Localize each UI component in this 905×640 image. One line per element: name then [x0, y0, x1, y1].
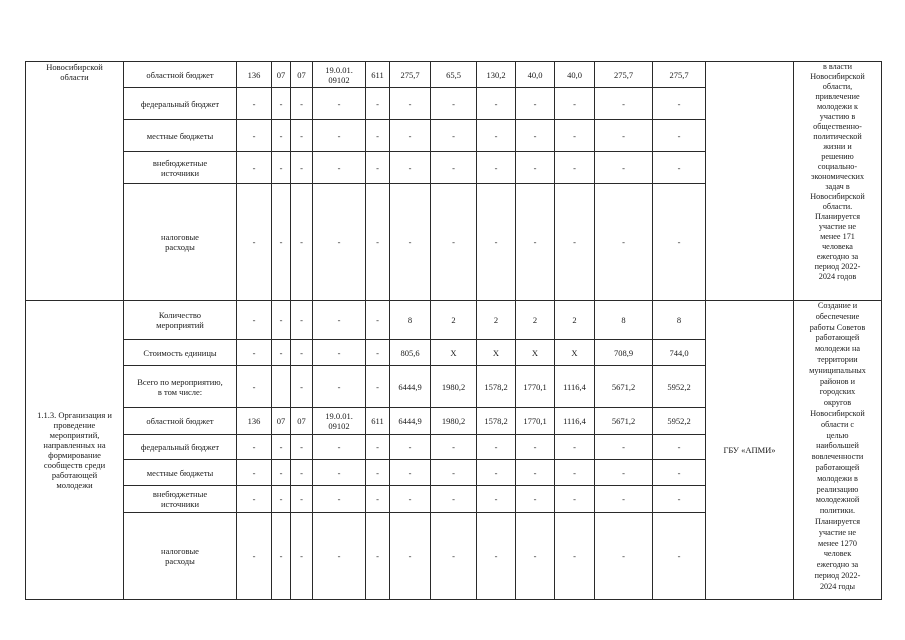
value-cell: - — [272, 460, 291, 486]
value-cell: Х — [555, 340, 595, 366]
value-cell: - — [272, 184, 291, 301]
value-cell: - — [431, 435, 477, 460]
row-label: областной бюджет — [124, 62, 237, 88]
value-cell: 1578,2 — [477, 366, 516, 408]
value-cell: - — [366, 184, 390, 301]
value-cell: 1770,1 — [516, 408, 555, 435]
value-cell: - — [291, 513, 313, 600]
value-cell: - — [366, 486, 390, 513]
program-table — [25, 61, 882, 600]
value-cell: - — [653, 88, 706, 120]
value-cell: 1980,2 — [431, 408, 477, 435]
value-cell: 6444,9 — [390, 366, 431, 408]
value-cell: - — [390, 513, 431, 600]
value-cell: - — [291, 460, 313, 486]
value-cell: 5952,2 — [653, 408, 706, 435]
value-cell: - — [237, 88, 272, 120]
value-cell: - — [272, 486, 291, 513]
value-cell: 07 — [272, 408, 291, 435]
value-cell: 611 — [366, 408, 390, 435]
value-cell: 8 — [390, 301, 431, 340]
value-cell: 2 — [516, 301, 555, 340]
value-cell: 136 — [237, 62, 272, 88]
value-cell: - — [477, 152, 516, 184]
row-label: местные бюджеты — [124, 120, 237, 152]
value-cell: 1578,2 — [477, 408, 516, 435]
value-cell: - — [431, 486, 477, 513]
value-cell: - — [431, 460, 477, 486]
value-cell: - — [595, 460, 653, 486]
value-cell: - — [272, 340, 291, 366]
value-cell: - — [477, 435, 516, 460]
value-cell: 805,6 — [390, 340, 431, 366]
value-cell: - — [313, 184, 366, 301]
value-cell: - — [555, 486, 595, 513]
value-cell: 07 — [291, 408, 313, 435]
value-cell: - — [431, 152, 477, 184]
value-cell: 19.0.01. 09102 — [313, 408, 366, 435]
value-cell: - — [595, 88, 653, 120]
value-cell: - — [237, 513, 272, 600]
value-cell: - — [431, 120, 477, 152]
value-cell: 5671,2 — [595, 408, 653, 435]
value-cell: - — [237, 486, 272, 513]
value-cell: - — [313, 366, 366, 408]
value-cell: - — [653, 460, 706, 486]
value-cell: 2 — [431, 301, 477, 340]
value-cell: Х — [516, 340, 555, 366]
table-row — [26, 301, 882, 340]
value-cell: - — [390, 184, 431, 301]
value-cell: 744,0 — [653, 340, 706, 366]
row-label: Всего по мероприятию, в том числе: — [124, 366, 237, 408]
value-cell: - — [313, 513, 366, 600]
value-cell: - — [653, 184, 706, 301]
value-cell: - — [366, 152, 390, 184]
value-cell: - — [313, 120, 366, 152]
value-cell: 07 — [291, 62, 313, 88]
value-cell: 07 — [272, 62, 291, 88]
value-cell: - — [555, 88, 595, 120]
value-cell: - — [390, 152, 431, 184]
value-cell: 275,7 — [390, 62, 431, 88]
value-cell: 275,7 — [653, 62, 706, 88]
value-cell: - — [291, 486, 313, 513]
value-cell: - — [313, 88, 366, 120]
value-cell: - — [477, 184, 516, 301]
value-cell: - — [516, 513, 555, 600]
value-cell: - — [291, 435, 313, 460]
value-cell: - — [313, 152, 366, 184]
row-label: Стоимость единицы — [124, 340, 237, 366]
row-label: федеральный бюджет — [124, 88, 237, 120]
value-cell: - — [272, 513, 291, 600]
value-cell: 65,5 — [431, 62, 477, 88]
table-row — [26, 62, 882, 88]
value-cell: - — [291, 366, 313, 408]
value-cell: - — [555, 184, 595, 301]
value-cell: - — [431, 88, 477, 120]
value-cell: 136 — [237, 408, 272, 435]
value-cell: - — [390, 435, 431, 460]
value-cell: 8 — [653, 301, 706, 340]
value-cell: - — [477, 513, 516, 600]
expected-result-cell: Создание и обеспечение работы Советов работающей молодежи на территории муниципальных районов и городских округов Новосибирской области с целью наибольшей вовлеченности работающей молодежи в реализацию молодежной политики. Планируется участие не менее 1270 человек ежегодно за период 2022- 2024 годы — [794, 301, 882, 600]
value-cell: - — [555, 460, 595, 486]
value-cell: - — [291, 340, 313, 366]
expected-result-cell: в власти Новосибирской области, привлечение молодежи к участию в общественно- политической жизни и решению социально- экономических задач в Новосибирской области. Планируется участие не менее 171 человека ежегодно за период 2022- 2024 годов — [794, 62, 882, 301]
value-cell: - — [390, 88, 431, 120]
value-cell: - — [237, 366, 272, 408]
row-label: Количество мероприятий — [124, 301, 237, 340]
value-cell: - — [477, 486, 516, 513]
value-cell: - — [516, 486, 555, 513]
value-cell: 275,7 — [595, 62, 653, 88]
value-cell: - — [555, 152, 595, 184]
value-cell: - — [291, 120, 313, 152]
value-cell: - — [291, 152, 313, 184]
value-cell: - — [237, 301, 272, 340]
value-cell: - — [291, 184, 313, 301]
value-cell: Х — [431, 340, 477, 366]
value-cell: - — [390, 460, 431, 486]
value-cell: - — [366, 513, 390, 600]
value-cell: - — [237, 460, 272, 486]
value-cell: 130,2 — [477, 62, 516, 88]
row-label: федеральный бюджет — [124, 435, 237, 460]
row-label: внебюджетные источники — [124, 486, 237, 513]
value-cell: - — [595, 513, 653, 600]
value-cell: - — [237, 120, 272, 152]
value-cell: - — [595, 184, 653, 301]
value-cell: - — [431, 184, 477, 301]
activity-name-cell: Новосибирской области — [26, 62, 124, 301]
value-cell: 40,0 — [516, 62, 555, 88]
activity-name-cell: 1.1.3. Организация и проведение мероприятий, направленных на формирование сообществ среди работающей молодежи — [26, 301, 124, 600]
value-cell: - — [237, 435, 272, 460]
value-cell: - — [516, 88, 555, 120]
value-cell: 1116,4 — [555, 366, 595, 408]
value-cell: - — [313, 301, 366, 340]
value-cell: - — [237, 184, 272, 301]
row-label: местные бюджеты — [124, 460, 237, 486]
value-cell: - — [313, 340, 366, 366]
value-cell: - — [431, 513, 477, 600]
value-cell: - — [291, 88, 313, 120]
value-cell: - — [516, 184, 555, 301]
value-cell: - — [237, 340, 272, 366]
value-cell: - — [595, 152, 653, 184]
value-cell: - — [366, 301, 390, 340]
value-cell: 1770,1 — [516, 366, 555, 408]
row-label: внебюджетные источники — [124, 152, 237, 184]
value-cell: - — [477, 88, 516, 120]
value-cell: - — [366, 435, 390, 460]
value-cell: 8 — [595, 301, 653, 340]
value-cell: 1116,4 — [555, 408, 595, 435]
value-cell: 1980,2 — [431, 366, 477, 408]
value-cell: - — [366, 120, 390, 152]
value-cell: - — [555, 120, 595, 152]
value-cell: - — [366, 88, 390, 120]
value-cell: - — [313, 486, 366, 513]
value-cell: - — [477, 460, 516, 486]
value-cell: - — [653, 486, 706, 513]
row-label: налоговые расходы — [124, 184, 237, 301]
value-cell: - — [653, 120, 706, 152]
value-cell: - — [390, 486, 431, 513]
value-cell: - — [516, 152, 555, 184]
value-cell: - — [555, 513, 595, 600]
value-cell: 19.0.01. 09102 — [313, 62, 366, 88]
value-cell: Х — [477, 340, 516, 366]
value-cell: - — [237, 152, 272, 184]
value-cell: 611 — [366, 62, 390, 88]
value-cell: 2 — [555, 301, 595, 340]
value-cell: 5671,2 — [595, 366, 653, 408]
value-cell: - — [516, 120, 555, 152]
value-cell: - — [653, 152, 706, 184]
value-cell: - — [516, 460, 555, 486]
value-cell: - — [313, 460, 366, 486]
value-cell: 5952,2 — [653, 366, 706, 408]
value-cell: - — [595, 120, 653, 152]
value-cell: 40,0 — [555, 62, 595, 88]
value-cell: - — [272, 152, 291, 184]
value-cell: - — [272, 435, 291, 460]
value-cell: 708,9 — [595, 340, 653, 366]
value-cell: - — [366, 366, 390, 408]
value-cell: - — [390, 120, 431, 152]
value-cell: 2 — [477, 301, 516, 340]
value-cell: 6444,9 — [390, 408, 431, 435]
value-cell: - — [272, 301, 291, 340]
value-cell — [272, 366, 291, 408]
value-cell: - — [653, 513, 706, 600]
executor-cell — [706, 62, 794, 301]
table-body — [26, 62, 882, 600]
value-cell: - — [272, 88, 291, 120]
row-label: областной бюджет — [124, 408, 237, 435]
row-label: налоговые расходы — [124, 513, 237, 600]
value-cell: - — [313, 435, 366, 460]
value-cell: - — [366, 340, 390, 366]
executor-cell: ГБУ «АПМИ» — [706, 301, 794, 600]
value-cell: - — [653, 435, 706, 460]
value-cell: - — [477, 120, 516, 152]
value-cell: - — [595, 435, 653, 460]
value-cell: - — [595, 486, 653, 513]
value-cell: - — [291, 301, 313, 340]
value-cell: - — [516, 435, 555, 460]
value-cell: - — [555, 435, 595, 460]
value-cell: - — [272, 120, 291, 152]
value-cell: - — [366, 460, 390, 486]
